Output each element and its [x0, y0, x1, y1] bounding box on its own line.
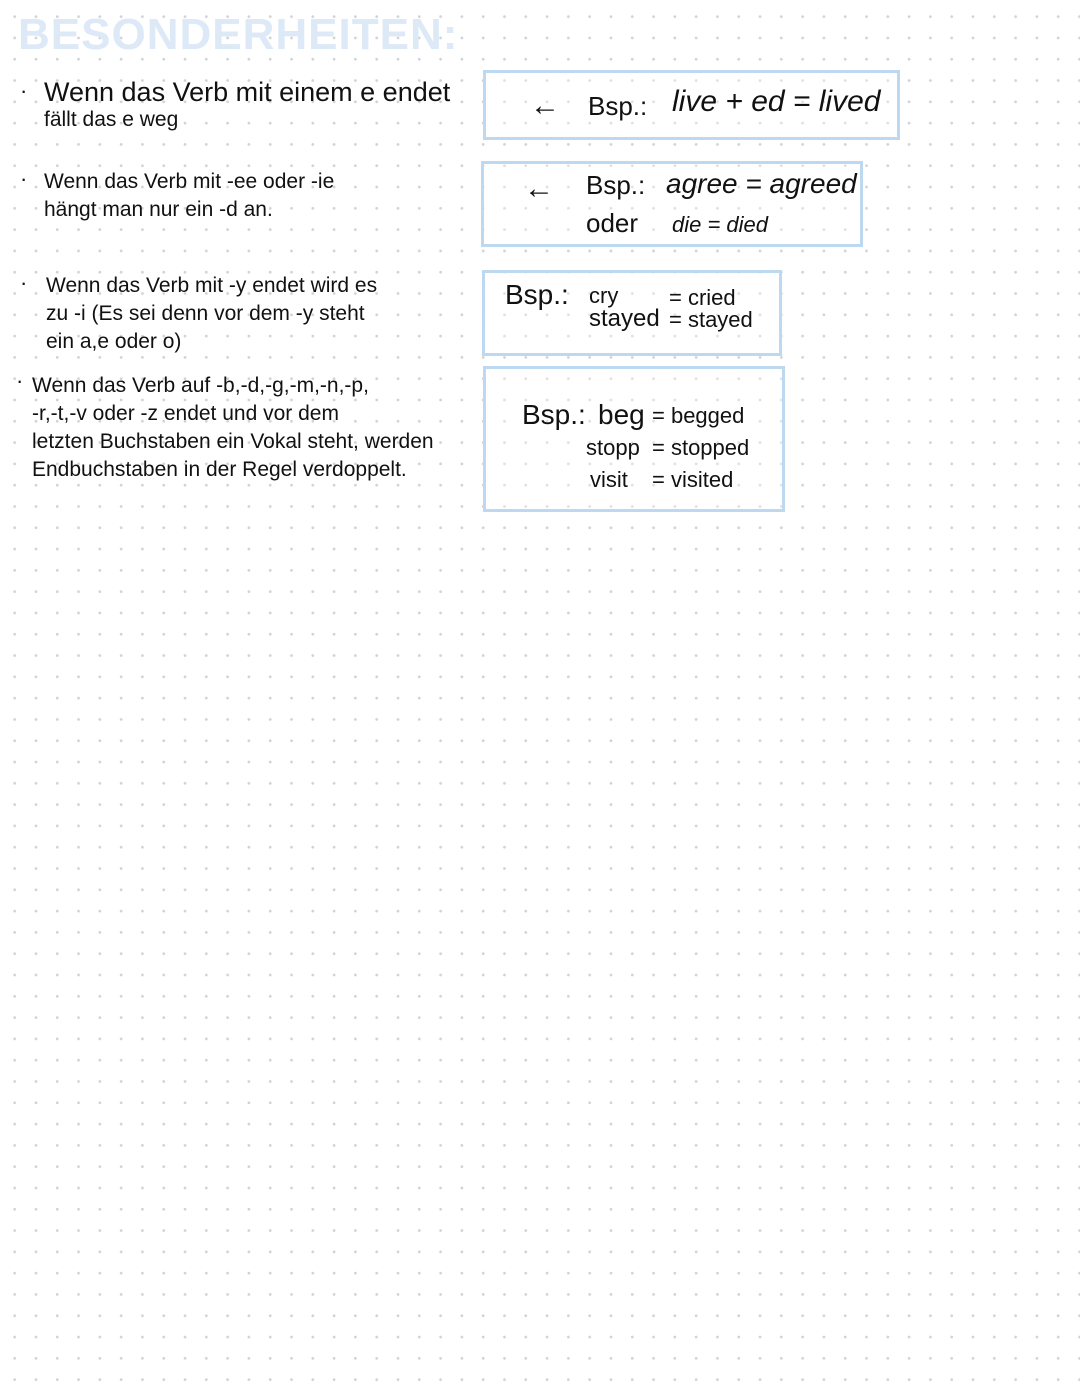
bsp-label: Bsp.:: [586, 170, 646, 200]
bsp-label: Bsp.:: [522, 399, 586, 430]
arrow-left-icon: ←: [524, 172, 554, 205]
rule-line: Wenn das Verb auf -b,-d,-g,-m,-n,-p,: [32, 374, 369, 397]
example-text: die = died: [672, 212, 769, 237]
example-word: visit: [590, 467, 628, 492]
rule-line: Wenn das Verb mit -ee oder -ie: [44, 170, 335, 193]
example-box-1: [483, 70, 900, 140]
example-word: beg: [598, 399, 645, 430]
rule-1: [44, 78, 450, 134]
rule-line: ein a,e oder o): [46, 330, 182, 353]
example-result: = visited: [652, 467, 734, 492]
example-box-4: [483, 366, 785, 512]
example-box-2: [481, 161, 863, 247]
rule-line: fällt das e weg: [44, 108, 179, 131]
example-word: stopp: [586, 435, 640, 460]
example-box-3: [482, 270, 782, 356]
example-word: stayed: [589, 305, 660, 332]
bullet: ·: [20, 270, 28, 295]
rule-line: zu -i (Es sei denn vor dem -y steht: [46, 302, 365, 325]
rule-line: hängt man nur ein -d an.: [44, 198, 273, 221]
bullet: ·: [20, 78, 28, 103]
example-result: = begged: [652, 403, 745, 428]
example-word: cry: [589, 283, 619, 308]
example-result: = stopped: [652, 435, 750, 460]
bsp-label: Bsp.:: [588, 91, 648, 121]
arrow-left-icon: ←: [530, 89, 560, 122]
rule-line: -r,-t,-v oder -z endet und vor dem: [32, 402, 339, 425]
rule-line: letzten Buchstaben ein Vokal steht, werden: [32, 430, 434, 453]
rule-line: Endbuchstaben in der Regel verdoppelt.: [32, 458, 407, 481]
example-result: = stayed: [669, 307, 753, 332]
bullet: ·: [20, 166, 28, 191]
bullet: ·: [16, 368, 24, 393]
rule-2: [44, 168, 334, 224]
page-title: BESONDERHEITEN:: [18, 10, 459, 59]
rule-3: [46, 272, 377, 356]
rule-4: [32, 372, 434, 484]
example-result: = cried: [669, 285, 736, 310]
rule-line: Wenn das Verb mit -y endet wird es: [46, 274, 378, 297]
bsp-label: Bsp.:: [505, 279, 569, 310]
rule-line: Wenn das Verb mit einem e endet: [44, 77, 451, 107]
example-text: live + ed = lived: [672, 85, 881, 118]
example-text: agree = agreed: [666, 168, 857, 199]
oder-label: oder: [586, 208, 639, 238]
